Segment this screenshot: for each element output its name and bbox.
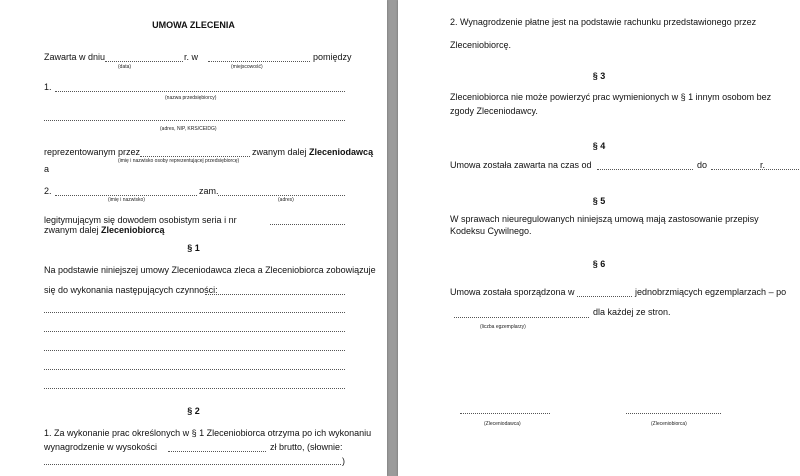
amount-words-dots — [44, 463, 341, 465]
page-left[interactable] — [0, 0, 387, 476]
p3-line1: Zleceniobiorca nie może powierzyć prac wymienionych w § 1 innym osobom bez — [450, 92, 772, 102]
addr2-dots — [218, 194, 345, 196]
section-5-heading: § 5 — [592, 196, 606, 206]
p2-line2b: zł brutto, (słownie: — [270, 442, 343, 452]
address-dots — [44, 119, 345, 121]
p5-line2: Kodeksu Cywilnego. — [450, 226, 532, 236]
tasks-dots-0 — [205, 293, 345, 295]
p2-line3-end: ) — [342, 456, 345, 466]
r-p2-line2: Zleceniobiorcę. — [450, 40, 512, 50]
and-text: a — [44, 164, 50, 174]
p3-line2: zgody Zleceniodawcy. — [450, 106, 538, 116]
p1-line2: się do wykonania następujących czynności: — [44, 285, 218, 295]
hint-company: (nazwa przedsiębiorcy) — [165, 95, 217, 101]
rep-dots — [140, 155, 250, 157]
each-dots — [454, 316, 589, 318]
r-p2-line1: 2. Wynagrodzenie płatne jest na podstawie rachunku przedstawionego przez — [450, 17, 757, 27]
section-6-heading: § 6 — [592, 259, 606, 269]
sig1-dots — [460, 412, 550, 414]
p4-b: do — [697, 160, 708, 170]
line1-text-a: Zawarta w dniu — [44, 52, 106, 62]
section-4-heading: § 4 — [592, 141, 606, 151]
date-dots — [105, 60, 183, 62]
to-dots — [711, 168, 800, 170]
amount-dots — [168, 450, 266, 452]
sig1-label: (Zleceniodawca) — [484, 421, 521, 427]
p6-a: Umowa została sporządzona w — [450, 287, 575, 297]
name-dots — [55, 194, 197, 196]
p5-line1: W sprawach nieuregulowanych niniejszą umową mają zastosowanie przepisy — [450, 214, 759, 224]
document-title: UMOWA ZLECENIA — [152, 20, 235, 30]
hint-place: (miejscowość) — [231, 64, 263, 70]
party1-number: 1. — [44, 82, 52, 92]
rep-text-a: reprezentowanym przez — [44, 147, 141, 157]
p2-line1: 1. Za wykonanie prac określonych w § 1 Zleceniobiorca otrzyma po ich wykonaniu — [44, 428, 372, 438]
from-dots — [597, 168, 693, 170]
tasks-dots-3 — [44, 349, 345, 351]
id-dots — [270, 223, 345, 225]
p6-b: jednobrzmiących egzemplarzach – po — [635, 287, 787, 297]
rep-text-c: Zleceniodawcą — [309, 147, 374, 157]
zam-text: zam. — [199, 186, 219, 196]
p1-line1: Na podstawie niniejszej umowy Zleceniodawca zleca a Zleceniobiorca zobowiązuje — [44, 265, 376, 275]
hint-addr2: (adres) — [278, 197, 294, 203]
party2-number: 2. — [44, 186, 52, 196]
hint-data: (data) — [118, 64, 132, 70]
section-3-heading: § 3 — [592, 71, 606, 81]
rep-called — [252, 147, 373, 158]
hint-copies: (liczba egzemplarzy) — [480, 324, 526, 330]
called-pre: zwanym dalej — [44, 225, 99, 235]
called-bold: Zleceniobiorcą — [101, 225, 165, 235]
page-right[interactable] — [398, 0, 800, 476]
tasks-dots-2 — [44, 330, 345, 332]
id-line: legitymującym się dowodem osobistym seria i nr — [44, 215, 237, 225]
p2-line2a: wynagrodzenie w wysokości — [44, 442, 158, 452]
tasks-dots-4 — [44, 368, 345, 370]
p6-c: dla każdej ze stron. — [593, 307, 671, 317]
tasks-dots-5 — [44, 387, 345, 389]
section-1-heading: § 1 — [187, 243, 200, 253]
hint-rep: (imię i nazwisko osoby reprezentującej przedsiębiorcę) — [118, 158, 240, 164]
sig2-label: (Zleceniobiorca) — [651, 421, 687, 427]
line1-text-c: pomiędzy — [313, 52, 352, 62]
sig2-dots — [626, 412, 721, 414]
rep-text-b: zwanym dalej — [252, 147, 307, 157]
place-dots — [208, 60, 310, 62]
section-2-heading: § 2 — [187, 406, 200, 416]
line1-text-b: r. w — [184, 52, 199, 62]
p4-c: r. — [760, 160, 766, 170]
called-line — [44, 225, 165, 236]
hint-address: (adres, NIP, KRS/CEIDG) — [160, 126, 217, 132]
copies-dots — [577, 295, 632, 297]
tasks-dots-1 — [44, 311, 345, 313]
hint-name: (imię i nazwisko) — [108, 197, 145, 203]
p4-a: Umowa została zawarta na czas od — [450, 160, 592, 170]
company-dots — [55, 90, 345, 92]
